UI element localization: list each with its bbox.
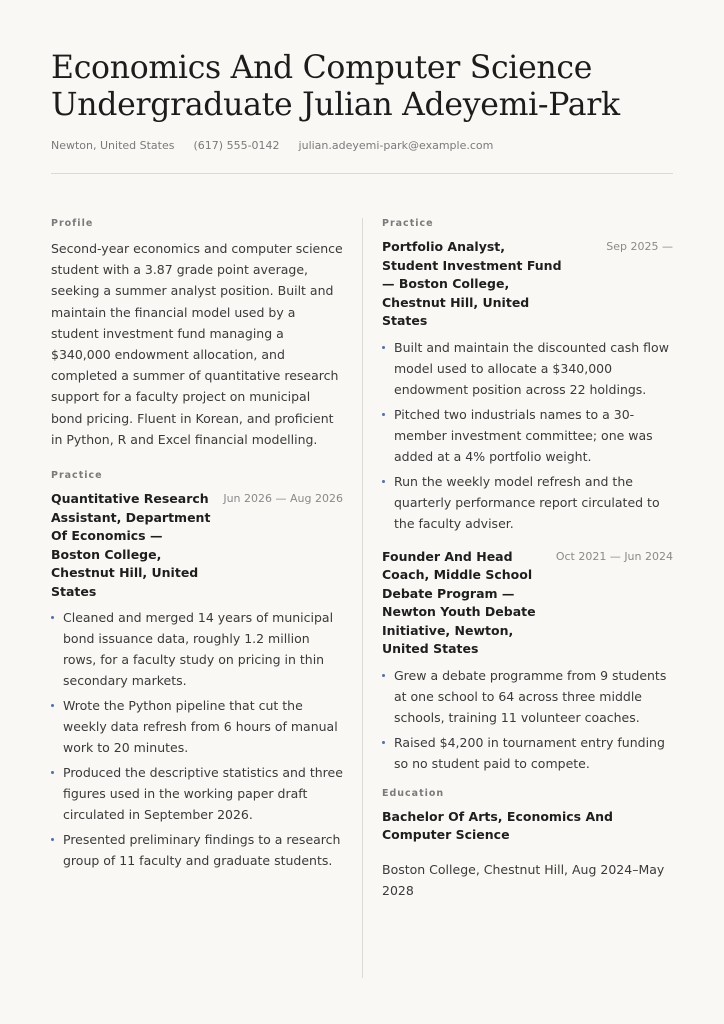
- job-bullet: Run the weekly model refresh and the quarterly performance report circulated to the faculty adviser.: [382, 471, 673, 534]
- column-divider: [362, 218, 363, 978]
- job-bullets: [382, 665, 673, 774]
- resume-header: [51, 50, 673, 174]
- section-label-practice: Practice: [51, 470, 103, 482]
- job-date: Sep 2025 —: [606, 240, 673, 253]
- job-date: Oct 2021 — Jun 2024: [555, 549, 673, 563]
- job-bullet: Raised $4,200 in tournament entry funding so no student paid to compete.: [382, 732, 673, 774]
- contact-info: [51, 139, 673, 152]
- job-title: Portfolio Analyst, Student Investment Fund — Boston College, Chestnut Hill, United States: [382, 239, 562, 328]
- left-practice-section: [51, 470, 343, 871]
- job-title: Quantitative Research Assistant, Department Of Economics — Boston College, Chestnut Hill, United States: [51, 491, 211, 599]
- section-label-education: Education: [382, 787, 445, 799]
- job-entry: [51, 490, 343, 871]
- job-header: [382, 548, 673, 659]
- section-label-practice: Practice: [382, 218, 434, 229]
- job-bullet: Pitched two industrials names to a 30-member investment committee; one was added at a 4% portfolio weight.: [382, 404, 673, 467]
- job-bullet: Produced the descriptive statistics and three figures used in the working paper draft circulated in September 2026.: [51, 762, 343, 825]
- section-label-profile: Profile: [51, 218, 94, 229]
- job-header: [382, 238, 673, 331]
- contact-email: julian.adeyemi-park@example.com: [298, 139, 494, 152]
- name-line-1: Economics And Computer Science: [51, 50, 593, 86]
- job-bullets: [382, 337, 673, 534]
- job-date: Jun 2026 — Aug 2026: [223, 492, 343, 506]
- candidate-name: [51, 50, 673, 124]
- profile-section: [51, 218, 343, 450]
- job-title: Founder And Head Coach, Middle School Debate Program — Newton Youth Debate Initiative, Newton, United States: [382, 548, 536, 656]
- contact-phone: (617) 555-0142: [193, 139, 280, 152]
- profile-summary: Second-year economics and computer science student with a 3.87 grade point average, seeking a summer analyst position. Built and maintain the financial model used by a student investment fund managing a $340,000 endowment allocation, and completed a summer of quantitative research support for a faculty project on municipal bond pricing. Fluent in Korean, and proficient in Python, R and Excel financial modelling.: [51, 241, 343, 447]
- job-entry: [382, 548, 673, 774]
- job-header: [51, 490, 343, 601]
- job-bullet: Grew a debate programme from 9 students at one school to 64 across three middle schools, training 11 volunteer coaches.: [382, 665, 673, 728]
- job-bullet: Built and maintain the discounted cash flow model used to allocate a $340,000 endowment position across 22 holdings.: [382, 337, 673, 400]
- job-bullet: Presented preliminary findings to a research group of 11 faculty and graduate students.: [51, 829, 343, 871]
- resume-body: [51, 218, 673, 978]
- job-bullet: Cleaned and merged 14 years of municipal bond issuance data, roughly 1.2 million rows, for a faculty study on pricing in thin secondary markets.: [51, 607, 343, 691]
- name-line-2: Undergraduate Julian Adeyemi-Park: [51, 87, 620, 123]
- right-column: [382, 218, 673, 901]
- contact-location: Newton, United States: [51, 139, 175, 152]
- education-detail: Boston College, Chestnut Hill, Aug 2024–May 2028: [382, 861, 665, 898]
- job-entry: [382, 238, 673, 534]
- left-column: [51, 218, 343, 885]
- education-degree: Bachelor Of Arts, Economics And Computer Science: [382, 808, 613, 842]
- education-section: [382, 788, 673, 901]
- header-divider: [51, 173, 673, 174]
- right-practice-section: [382, 218, 673, 774]
- job-bullet: Wrote the Python pipeline that cut the weekly data refresh from 6 hours of manual work to 20 minutes.: [51, 695, 343, 758]
- job-bullets: [51, 607, 343, 871]
